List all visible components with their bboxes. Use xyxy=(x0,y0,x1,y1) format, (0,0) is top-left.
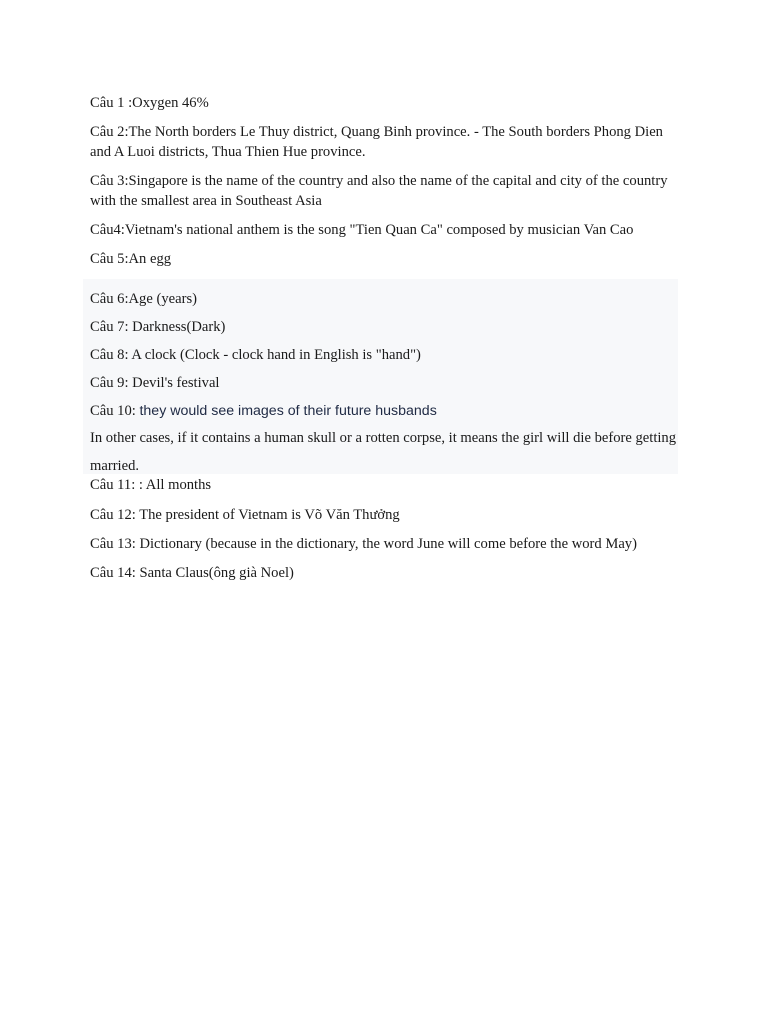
answer-10-text: they would see images of their future husbands xyxy=(139,403,437,419)
answer-5: Câu 5:An egg xyxy=(90,251,172,267)
answer-11: Câu 11: : All months xyxy=(90,477,212,493)
answer-7: Câu 7: Darkness(Dark) xyxy=(90,319,226,335)
answer-10-label: Câu 10: xyxy=(90,403,140,419)
answer-4: Câu4:Vietnam's national anthem is the song "Tien Quan Ca" composed by musician Van Cao xyxy=(90,222,634,238)
answer-3: Câu 3:Singapore is the name of the country and also the name of the capital and city of the country with the smallest area in Southeast Asia xyxy=(90,173,668,209)
answer-12: Câu 12: The president of Vietnam is Võ Văn Thưởng xyxy=(90,507,400,523)
answer-10 xyxy=(90,401,680,421)
answer-13: Câu 13: Dictionary (because in the dictionary, the word June will come before the word May) xyxy=(90,536,637,552)
answer-10-note: In other cases, if it contains a human skull or a rotten corpse, it means the girl will die before getting married. xyxy=(90,430,677,474)
answer-1: Câu 1 :Oxygen 46% xyxy=(90,95,209,111)
answer-14: Câu 14: Santa Claus(ông già Noel) xyxy=(90,565,294,581)
answer-9: Câu 9: Devil's festival xyxy=(90,375,220,391)
answer-8: Câu 8: A clock (Clock - clock hand in English is "hand") xyxy=(90,347,421,363)
answer-2: Câu 2:The North borders Le Thuy district, Quang Binh province. - The South borders Phong Dien and A Luoi districts, Thua Thien Hue province. xyxy=(90,124,663,160)
answer-6: Câu 6:Age (years) xyxy=(90,291,197,307)
